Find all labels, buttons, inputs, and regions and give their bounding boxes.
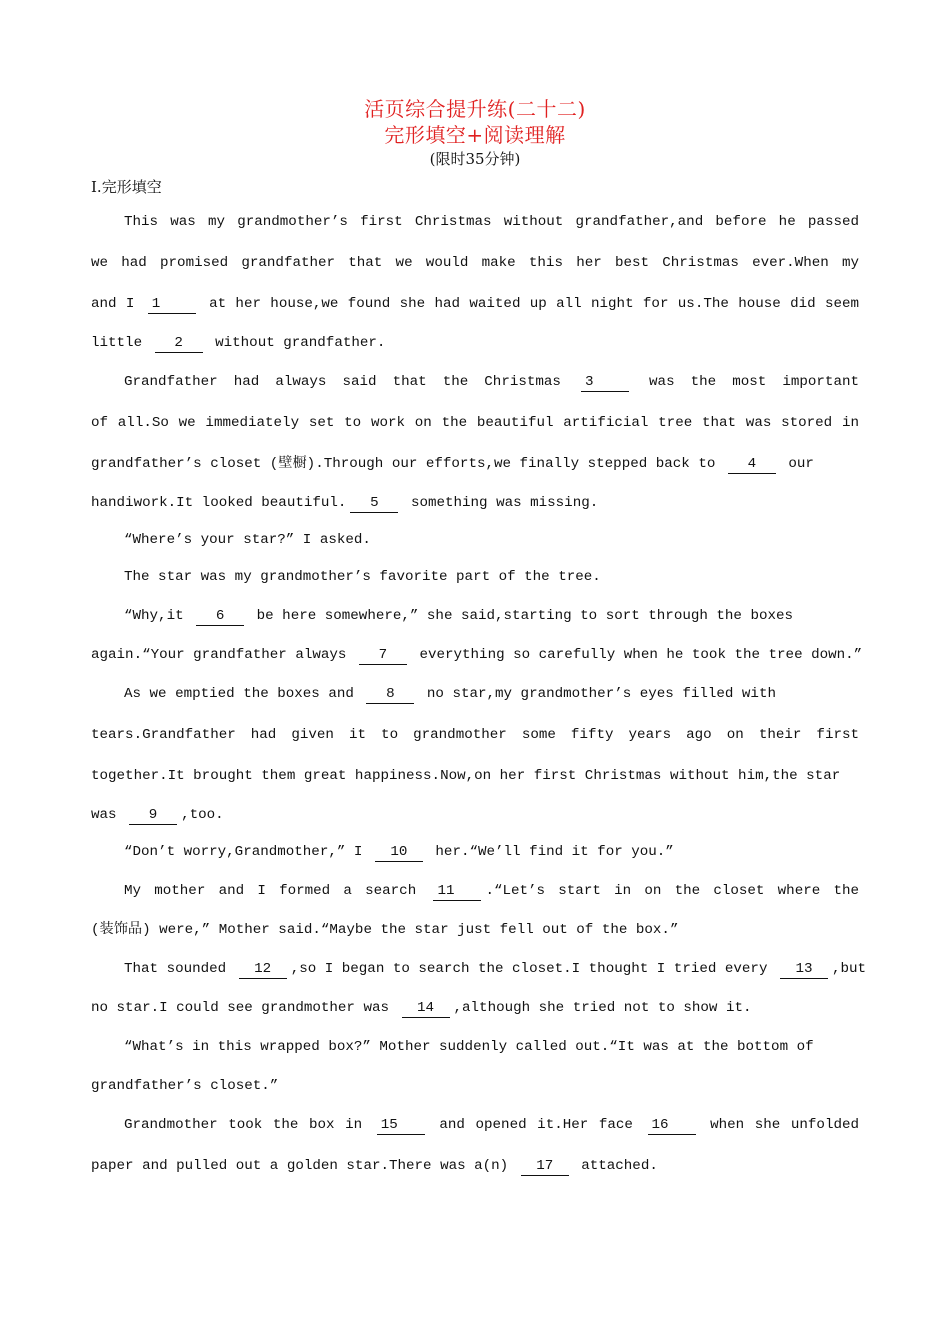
passage-text: This was my grandmother’s first Christmas without grandfather,and before he passed <box>124 214 859 230</box>
blank-9[interactable]: 9 <box>129 806 177 825</box>
passage-text: something was missing. <box>410 495 599 511</box>
passage-text: her.“We’ll find it for you.” <box>435 844 674 860</box>
passage-text: As we emptied the boxes and <box>124 686 354 702</box>
passage-text: together.It brought them great happiness.Now,on her first Christmas without him,the star <box>91 768 841 784</box>
passage-text: no star,my grandmother’s eyes filled with <box>426 686 776 702</box>
blank-10[interactable]: 10 <box>375 843 423 862</box>
passage-text: grandfather’s closet.” <box>91 1078 279 1094</box>
passage-text: attached. <box>581 1158 658 1174</box>
blank-12[interactable]: 12 <box>239 960 287 979</box>
passage-text: “Where’s your star?” I asked. <box>124 532 371 548</box>
passage-text: (装饰品) were,” Mother said.“Maybe the star just fell out of the box.” <box>91 922 679 938</box>
passage-text: at her house,we found she had waited up all night for us.The house did seem <box>209 296 859 312</box>
passage-text: Grandmother took the box in <box>124 1117 363 1133</box>
page-title: 活页综合提升练(二十二) <box>364 97 586 121</box>
passage-text: of all.So we immediately set to work on the beautiful artificial tree that was stored in <box>91 415 859 431</box>
blank-7[interactable]: 7 <box>359 646 407 665</box>
passage-line <box>91 1105 859 1146</box>
passage-text: Grandfather had always said that the Christmas <box>124 374 561 390</box>
passage-text: ,so I began to search the closet.I thought I tried every <box>290 961 768 977</box>
passage-text: our <box>788 456 814 472</box>
passage-text: “What’s in this wrapped box?” Mother suddenly called out.“It was at the bottom of <box>124 1039 814 1055</box>
blank-3[interactable]: 3 <box>581 373 629 392</box>
passage-line <box>91 912 859 949</box>
passage-line <box>91 1068 859 1105</box>
passage-text: we had promised grandfather that we would make this her best Christmas ever.When my <box>91 255 859 271</box>
passage-text: grandfather’s closet (壁橱).Through our efforts,we finally stepped back to <box>91 456 716 472</box>
passage-line <box>91 485 859 522</box>
passage-line <box>91 444 859 485</box>
passage-text: again.“Your grandfather always <box>91 647 347 663</box>
passage-line <box>91 990 859 1027</box>
passage-text: without grandfather. <box>215 335 386 351</box>
title-block <box>0 96 950 170</box>
page-subtitle: 完形填空+阅读理解 <box>384 123 566 147</box>
passage-text: My mother and I formed a search <box>124 883 417 899</box>
passage-line <box>91 1027 859 1068</box>
passage-text: tears.Grandfather had given it to grandmother some fifty years ago on their first <box>91 727 859 743</box>
passage-line <box>91 243 859 284</box>
passage-text: handiwork.It looked beautiful. <box>91 495 347 511</box>
passage-line <box>91 362 859 403</box>
passage-text: ,but <box>831 961 867 977</box>
passage-line <box>91 1146 859 1187</box>
passage-text: That sounded <box>124 961 227 977</box>
blank-4[interactable]: 4 <box>728 455 776 474</box>
passage-line <box>91 756 859 797</box>
passage-line <box>91 522 859 559</box>
passage-text: ,too. <box>181 807 224 823</box>
blank-2[interactable]: 2 <box>155 334 203 353</box>
passage-text: everything so carefully when he took the tree down.” <box>419 647 863 663</box>
passage-line <box>91 559 859 596</box>
passage-line <box>91 325 859 362</box>
passage-text: “Don’t worry,Grandmother,” I <box>124 844 363 860</box>
time-limit: (限时35分钟) <box>429 150 521 168</box>
passage-text: ,although she tried not to show it. <box>453 1000 752 1016</box>
passage-text: “Why,it <box>124 608 184 624</box>
passage-line <box>91 871 859 912</box>
section-heading: I.完形填空 <box>91 178 162 196</box>
blank-1[interactable]: 1 <box>148 295 196 314</box>
blank-13[interactable]: 13 <box>780 960 828 979</box>
passage-text: was <box>91 807 117 823</box>
passage-line <box>91 949 867 990</box>
passage-text: was the most important <box>649 374 859 390</box>
blank-16[interactable]: 16 <box>648 1116 696 1135</box>
passage-text: little <box>91 335 143 351</box>
blank-15[interactable]: 15 <box>377 1116 425 1135</box>
passage-line <box>91 674 859 715</box>
blank-6[interactable]: 6 <box>196 607 244 626</box>
passage-text: The star was my grandmother’s favorite part of the tree. <box>124 569 601 585</box>
passage-text: when she unfolded <box>710 1117 859 1133</box>
passage-text: be here somewhere,” she said,starting to sort through the boxes <box>256 608 794 624</box>
passage-line <box>91 403 859 444</box>
passage-text: and opened it.Her face <box>439 1117 633 1133</box>
passage-text: .“Let’s start in on the closet where the <box>485 883 859 899</box>
passage-text: no star.I could see grandmother was <box>91 1000 389 1016</box>
passage-line <box>91 202 859 243</box>
blank-5[interactable]: 5 <box>350 494 398 513</box>
blank-11[interactable]: 11 <box>433 882 481 901</box>
blank-8[interactable]: 8 <box>366 685 414 704</box>
passage-line <box>91 797 859 834</box>
passage-text: and I <box>91 296 135 312</box>
passage-line <box>91 637 863 674</box>
passage-line <box>91 284 859 325</box>
passage-text: paper and pulled out a golden star.There was a(n) <box>91 1158 509 1174</box>
blank-17[interactable]: 17 <box>521 1157 569 1176</box>
passage-line <box>91 715 859 756</box>
cloze-passage <box>91 202 867 1187</box>
blank-14[interactable]: 14 <box>402 999 450 1018</box>
passage-line <box>91 834 859 871</box>
passage-line <box>91 596 859 637</box>
